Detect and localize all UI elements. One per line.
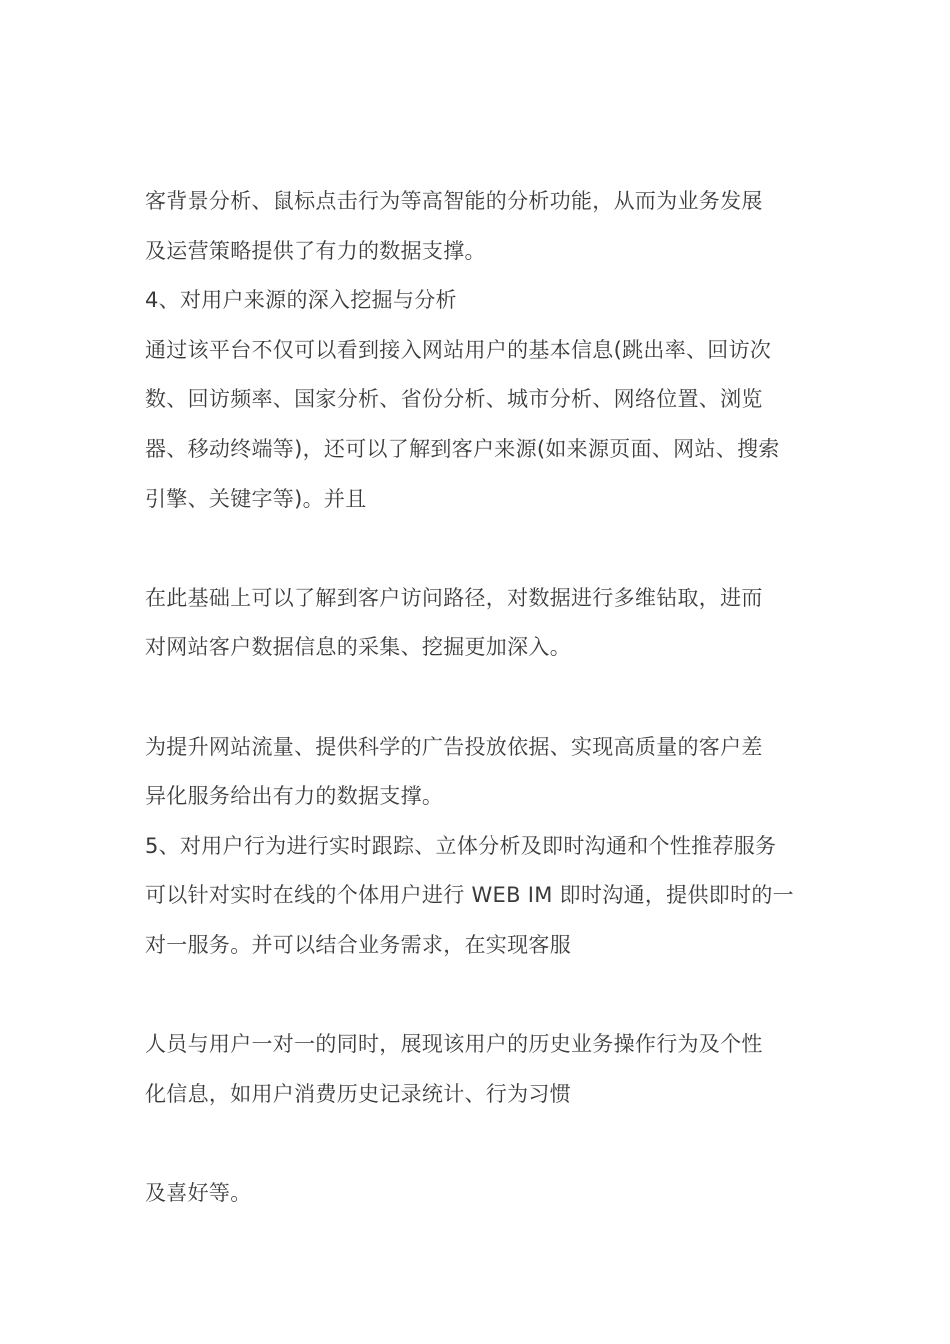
paragraph-line: 客背景分析、鼠标点击行为等高智能的分析功能，从而为业务发展 (145, 189, 763, 213)
blank-line (145, 673, 815, 723)
paragraph-line: 化信息，如用户消费历史记录统计、行为习惯 (145, 1081, 571, 1106)
paragraph-line: 器、移动终端等)，还可以了解到客户来源(如来源页面、网站、搜索 (145, 436, 780, 461)
paragraph-line: 及喜好等。 (145, 1180, 252, 1205)
paragraph-line: 及运营策略提供了有力的数据支撑。 (145, 238, 486, 263)
paragraph-line: 在此基础上可以了解到客户访问路径，对数据进行多维钻取，进而 (145, 585, 763, 610)
document-body (145, 177, 815, 1218)
paragraph-line: 异化服务给出有力的数据支撑。 (145, 784, 444, 809)
blank-line (145, 1119, 815, 1169)
paragraph-line: 对网站客户数据信息的采集、挖掘更加深入。 (145, 635, 571, 660)
paragraph-line: 人员与用户一对一的同时，展现该用户的历史业务操作行为及个性 (145, 1032, 763, 1057)
paragraph-line: 对一服务。并可以结合业务需求，在实现客服 (145, 932, 571, 957)
paragraph-line: 为提升网站流量、提供科学的广告投放依据、实现高质量的客户差 (145, 734, 763, 759)
paragraph-line: 可以针对实时在线的个体用户进行 WEB IM 即时沟通，提供即时的一 (145, 883, 794, 908)
blank-line (145, 971, 815, 1021)
paragraph-line: 数、回访频率、国家分析、省份分析、城市分析、网络位置、浏览 (145, 387, 763, 412)
paragraph-line: 通过该平台不仅可以看到接入网站用户的基本信息(跳出率、回访次 (145, 337, 772, 362)
blank-line (145, 524, 815, 574)
section-heading: 5、对用户行为进行实时跟踪、立体分析及即时沟通和个性推荐服务 (145, 833, 777, 858)
section-heading: 4、对用户来源的深入挖掘与分析 (145, 288, 457, 313)
paragraph-line: 引擎、关键字等)。并且 (145, 486, 367, 511)
